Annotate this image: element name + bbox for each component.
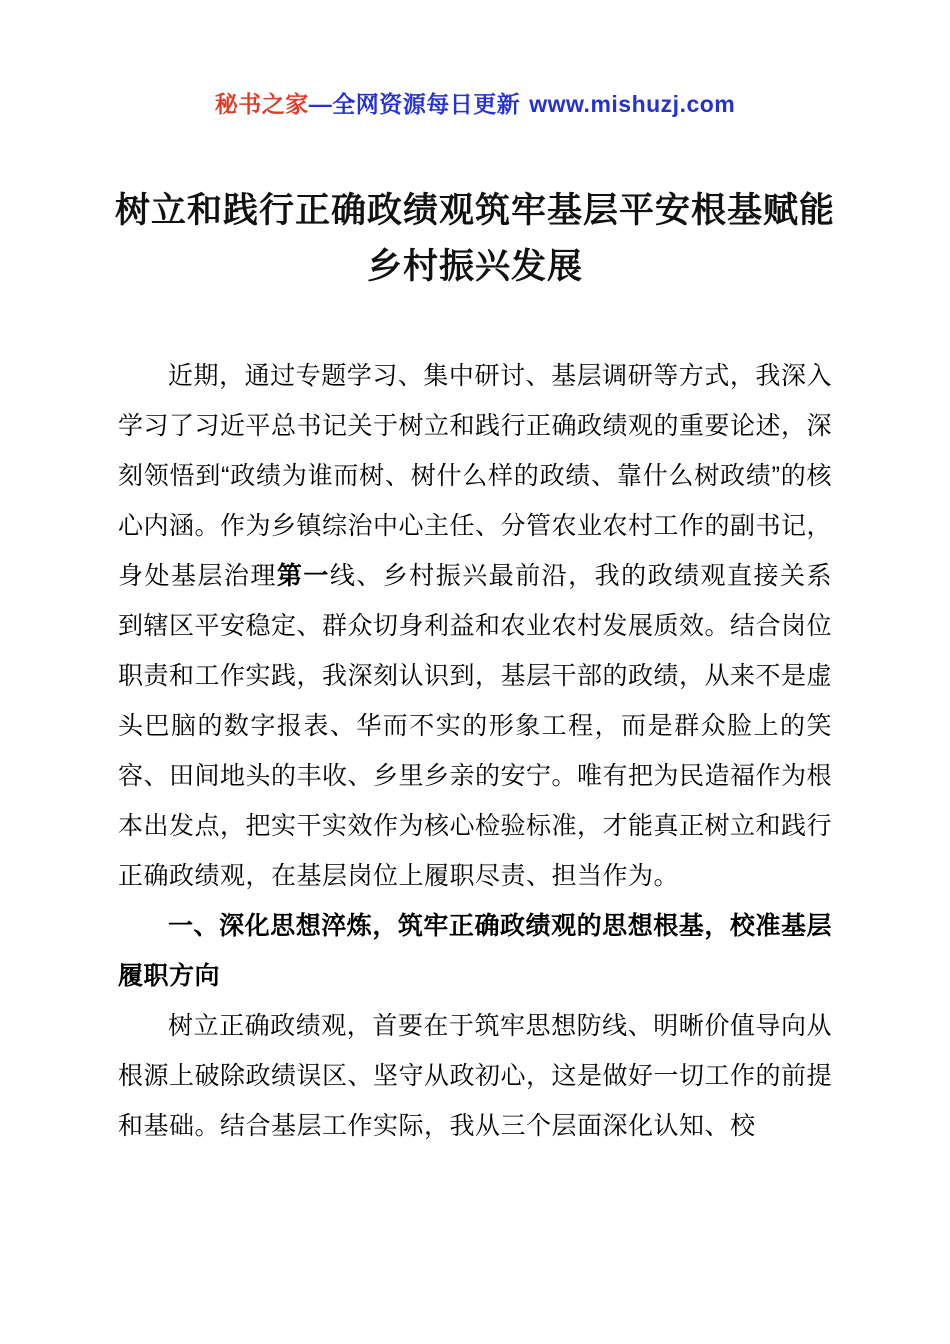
paragraph-intro-text-1: 近期，通过专题学习、集中研讨、基层调研等方式，我深入学习了习近平总书记关于树立和践行正确政绩观的重要论述，深刻领悟到“政绩为谁而树、树什么样的政绩、靠什么树政绩”的核心内涵。作为乡镇综治中心主任、分管农业农村工作的副书记，身处基层治理 — [118, 362, 833, 590]
site-header — [118, 86, 832, 119]
site-brand: 秘书之家 — [214, 91, 309, 117]
paragraph-section-1: 树立正确政绩观，首要在于筑牢思想防线、明晰价值导向从根源上破除政绩误区、坚守从政初心，这是做好一切工作的前提和基础。结合基层工作实际，我从三个层面深化认知、校 — [118, 1012, 833, 1140]
paragraph-intro-text-2: 线、乡村振兴最前沿，我的政绩观直接关系到辖区平安稳定、群众切身利益和农业农村发展质效。结合岗位职责和工作实践，我深刻认识到，基层干部的政绩，从来不是虚头巴脑的数字报表、华而不实的形象工程，而是群众脸上的笑容、田间地头的丰收、乡里乡亲的安宁。唯有把为民造福作为根本出发点，把实干实效作为核心检验标准，才能真正树立和践行正确政绩观，在基层岗位上履职尽责、担当作为。 — [118, 562, 833, 890]
site-url-link[interactable]: www.mishuzj.com — [529, 91, 736, 117]
paragraph-intro-bold-text: 第一 — [276, 562, 330, 590]
site-tagline: —全网资源每日更新 — [308, 91, 521, 117]
document-body — [118, 351, 832, 1151]
document-title: 树立和践行正确政绩观筑牢基层平安根基赋能乡村振兴发展 — [114, 191, 835, 286]
paragraph-intro — [118, 351, 832, 901]
section-heading-1: 一、深化思想淬炼，筑牢正确政绩观的思想根基，校准基层履职方向 — [118, 912, 832, 990]
